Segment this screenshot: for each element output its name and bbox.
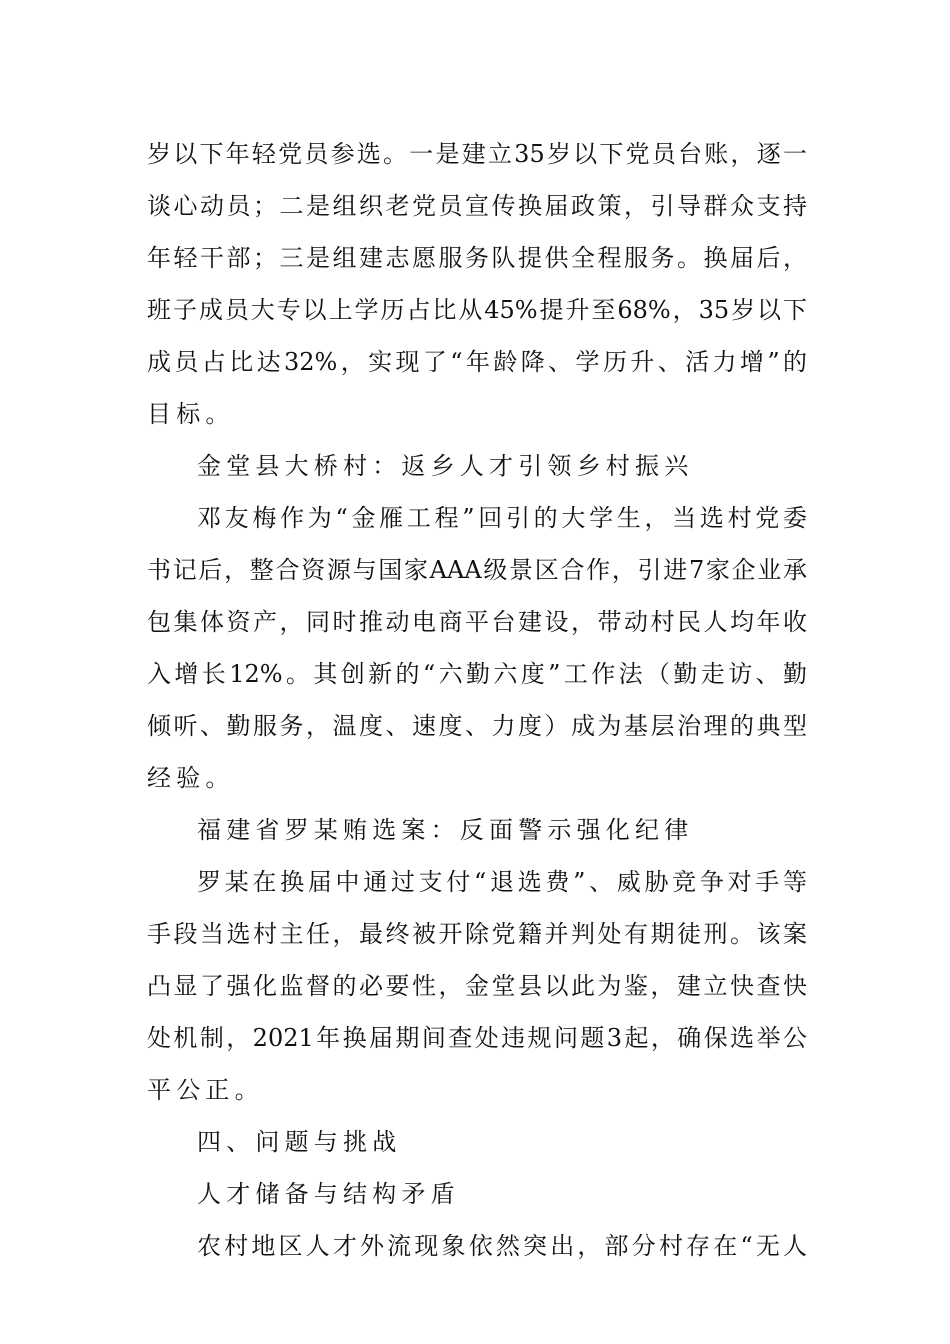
paragraph-line: 倾听、勤服务，温度、速度、力度）成为基层治理的典型 [147, 712, 807, 740]
case-heading: 金堂县大桥村：返乡人才引领乡村振兴 [197, 452, 694, 480]
case-heading: 福建省罗某贿选案：反面警示强化纪律 [197, 816, 694, 844]
paragraph-line: 成员占比达32%，实现了“年龄降、学历升、活力增”的 [147, 348, 807, 376]
paragraph-line: 入增长12%。其创新的“六勤六度”工作法（勤走访、勤 [147, 660, 807, 688]
paragraph-line: 手段当选村主任，最终被开除党籍并判处有期徒刑。该案 [147, 920, 807, 948]
paragraph-line: 谈心动员；二是组织老党员宣传换届政策，引导群众支持 [147, 192, 807, 220]
paragraph-line: 目标。 [147, 400, 235, 428]
paragraph-line: 班子成员大专以上学历占比从45%提升至68%，35岁以下 [147, 296, 807, 324]
paragraph-line: 岁以下年轻党员参选。一是建立35岁以下党员台账，逐一 [147, 140, 807, 168]
section-heading: 四、问题与挑战 [197, 1128, 402, 1156]
paragraph-line: 平公正。 [147, 1076, 264, 1104]
paragraph-line: 邓友梅作为“金雁工程”回引的大学生，当选村党委 [197, 504, 807, 532]
paragraph-line: 凸显了强化监督的必要性，金堂县以此为鉴，建立快查快 [147, 972, 807, 1000]
paragraph-line: 包集体资产，同时推动电商平台建设，带动村民人均年收 [147, 608, 807, 636]
document-page [147, 128, 807, 1272]
paragraph-line: 罗某在换届中通过支付“退选费”、威胁竞争对手等 [197, 868, 807, 896]
paragraph-line: 年轻干部；三是组建志愿服务队提供全程服务。换届后， [147, 244, 807, 272]
paragraph-line: 农村地区人才外流现象依然突出，部分村存在“无人 [197, 1232, 807, 1260]
paragraph-line: 经验。 [147, 764, 235, 792]
paragraph-line: 处机制，2021年换届期间查处违规问题3起，确保选举公 [147, 1024, 807, 1052]
paragraph-line: 书记后，整合资源与国家AAA级景区合作，引进7家企业承 [147, 556, 807, 584]
subsection-heading: 人才储备与结构矛盾 [197, 1180, 460, 1208]
